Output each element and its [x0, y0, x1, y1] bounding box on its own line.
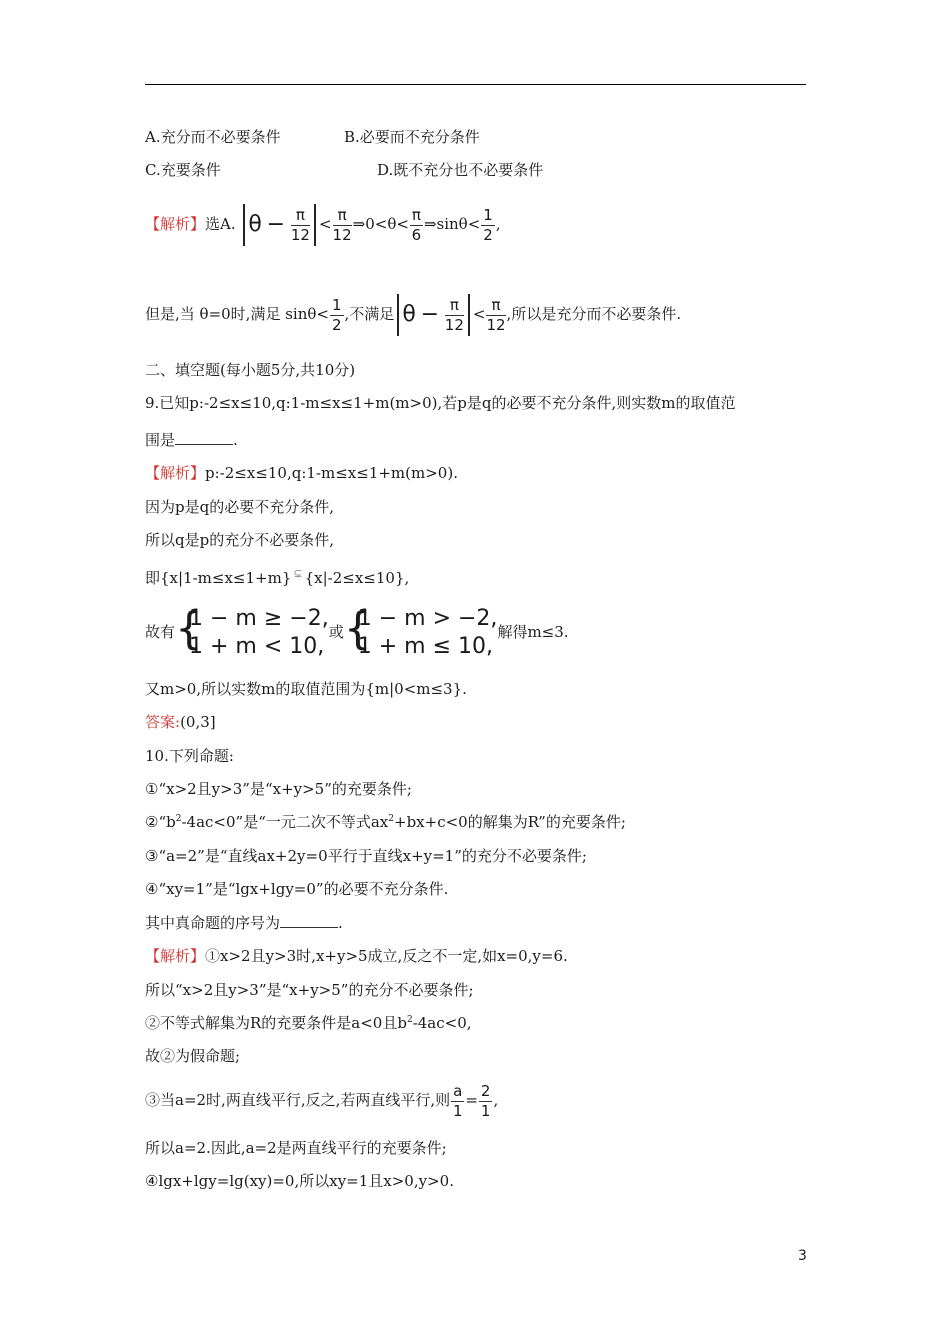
q9-solution-line3: 所以q是p的充分不必要条件,: [145, 531, 334, 549]
header-rule: [145, 84, 806, 85]
q10-proposition-2: $②“b^2-4ac<0$”是“一元二次不等式$ax^2+bx+c<0$的解集为R”的充要条件;: [145, 813, 626, 831]
q9-solution-line4: 即{x|1-m≤x≤1+m} ⊊ {x|-2≤x≤10},: [145, 564, 409, 588]
equation-system-1: { 1 − m ≥ −2, 1 + m < 10,: [175, 603, 329, 659]
q9-solution-line1: 【解析】p:-2≤x≤10,q:1-m≤x≤1+m(m>0).: [145, 464, 458, 482]
abs-bar-right: [314, 204, 316, 246]
q8-solution-line1: 【解析】选A. θ − $\frac{\pi}{12}$ < $\frac{\pi}{12}$ ⇒0<θ< $\frac{\pi}{6}$ ⇒sinθ< $\frac{1}{2}$ ,: [145, 200, 501, 249]
solution-tag: 【解析】: [145, 464, 206, 482]
abs-bar-right: [468, 294, 470, 336]
solution-tag: 【解析】: [145, 215, 206, 233]
section-title: 二、填空题(每小题5分,共10分): [145, 361, 356, 379]
fraction-2-1: $\frac{2}{1}$: [480, 1081, 491, 1120]
q10-solution-line1: 【解析】①x>2且y>3时,x+y>5成立,反之不一定,如x=0,y=6.: [145, 947, 568, 965]
proper-subset-symbol: ⊊: [293, 567, 303, 580]
q10-ask: 其中真命题的序号为 .: [145, 914, 343, 932]
left-brace-icon: {: [343, 603, 372, 654]
fraction-pi-12: $\frac{\pi}{12}$: [444, 295, 464, 334]
q10-proposition-1: ①“x>2且y>3”是“x+y>5”的充要条件;: [145, 780, 412, 798]
fraction-1-2: $\frac{1}{2}$: [331, 295, 342, 334]
q8-solution-line2: 但是,当 θ=0时,满足 sinθ< $\frac{1}{2}$ ,不满足 θ − $\frac{\pi}{12}$ < $\frac{\pi}{12}$ ,所以是充分而不必要条件.: [145, 290, 681, 339]
fraction-pi-12: $\frac{\pi}{12}$: [290, 205, 310, 244]
option-b: B.必要而不充分条件: [344, 128, 480, 146]
answer-blank: [280, 913, 338, 928]
q10-proposition-4: ④“xy=1”是“lgx+lgy=0”的必要不充分条件.: [145, 880, 449, 898]
answer-blank: [175, 430, 233, 445]
equation-system-2: { 1 − m > −2, 1 + m ≤ 10,: [343, 603, 498, 659]
q9-solution-line6: 又m>0,所以实数m的取值范围为{m|0<m≤3}.: [145, 680, 467, 698]
q10-solution-line7: ④lgx+lgy=lg(xy)=0,所以xy=1且x>0,y>0.: [145, 1172, 454, 1190]
q10-solution-line5: ③当a=2时,两直线平行,反之,若两直线平行,则 $\frac{a}{1}$ = $\frac{2}{1}$ ,: [145, 1081, 499, 1120]
q10-proposition-3: ③“a=2”是“直线ax+2y=0平行于直线x+y=1”的充分不必要条件;: [145, 847, 587, 865]
q10-stem: 10.下列命题:: [145, 747, 234, 765]
option-d: D.既不充分也不必要条件: [377, 161, 544, 179]
answer-label: 答案:: [145, 713, 181, 731]
solution-tag: 【解析】: [145, 947, 206, 965]
q9-answer: 答案:(0,3]: [145, 713, 216, 731]
abs-bar-left: [243, 204, 245, 246]
q10-solution-line4: 故②为假命题;: [145, 1047, 241, 1065]
q9-stem-line2: 围是 .: [145, 431, 238, 449]
abs-bar-left: [397, 294, 399, 336]
q9-solution-system: 故有 { 1 − m ≥ −2, 1 + m < 10, 或 { 1 − m > −2, 1 + m ≤ 10, 解得m≤3.: [145, 603, 569, 659]
fraction-1-2: $\frac{1}{2}$: [483, 205, 493, 244]
fraction-pi-6: $\frac{\pi}{6}$: [411, 205, 422, 244]
option-c: C.充要条件: [145, 161, 221, 179]
q10-solution-line2: 所以“x>2且y>3”是“x+y>5”的充分不必要条件;: [145, 981, 474, 999]
option-a: A.充分而不必要条件: [145, 128, 281, 146]
fraction-pi-12: $\frac{\pi}{12}$: [486, 295, 506, 334]
q9-stem-line1: 9.已知p:-2≤x≤10,q:1-m≤x≤1+m(m>0),若p是q的必要不充分条件,则实数m的取值范: [145, 394, 736, 412]
left-brace-icon: {: [175, 603, 204, 654]
q10-solution-line6: 所以a=2.因此,a=2是两直线平行的充要条件;: [145, 1139, 447, 1157]
q10-solution-line3: ②不等式解集为R的充要条件是a<0且$b^2-4ac<0$,: [145, 1014, 472, 1032]
page-number: 3: [798, 1248, 807, 1264]
q9-solution-line2: 因为p是q的必要不充分条件,: [145, 498, 334, 516]
fraction-a-1: $\frac{a}{1}$: [452, 1081, 463, 1120]
fraction-pi-12: $\frac{\pi}{12}$: [332, 205, 352, 244]
